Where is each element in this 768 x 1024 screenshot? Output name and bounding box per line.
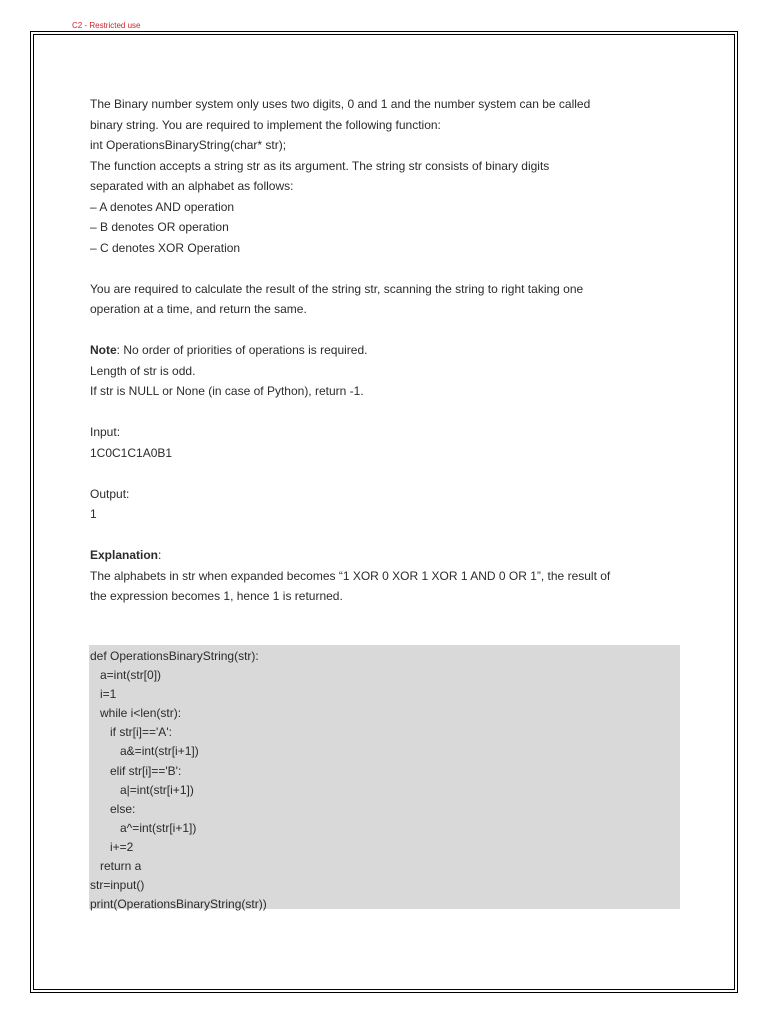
- operation-a: – A denotes AND operation: [90, 199, 235, 214]
- spacer: [90, 525, 680, 546]
- problem-text: [90, 94, 680, 607]
- code-line: else:: [90, 801, 136, 816]
- code-line: print(OperationsBinaryString(str)): [90, 897, 267, 912]
- explanation-colon: :: [158, 548, 162, 562]
- explanation-heading: [90, 545, 680, 566]
- code-line: return a: [90, 859, 142, 874]
- code-line: a&=int(str[i+1]): [90, 744, 199, 759]
- operation-b: – B denotes OR operation: [90, 220, 229, 234]
- code-line: str=input(): [90, 878, 145, 893]
- explanation-line: the expression becomes 1, hence 1 is returned.: [90, 589, 343, 603]
- intro-line: separated with an alphabet as follows:: [90, 179, 294, 193]
- operation-c: – C denotes XOR Operation: [90, 240, 241, 255]
- code-line: i+=2: [90, 839, 134, 854]
- explanation-label: Explanation: [90, 548, 159, 562]
- code-line: a^=int(str[i+1]): [90, 820, 197, 835]
- code-line: a|=int(str[i+1]): [90, 782, 194, 797]
- function-signature: int OperationsBinaryString(char* str);: [90, 138, 287, 152]
- code-line: a=int(str[0]): [90, 668, 162, 683]
- spacer: [90, 258, 680, 279]
- note-label: Note: [90, 343, 117, 357]
- code-line: elif str[i]=='B':: [90, 763, 182, 778]
- output-value: 1: [90, 507, 97, 521]
- spacer: [90, 320, 680, 341]
- intro-line: The Binary number system only uses two digits, 0 and 1 and the number system can be called: [90, 97, 591, 111]
- note-text: : No order of priorities of operations is required.: [116, 343, 368, 357]
- task-line: operation at a time, and return the same.: [90, 302, 307, 316]
- code-block: [89, 645, 680, 912]
- intro-line: binary string. You are required to implement the following function:: [90, 117, 441, 132]
- explanation-line: The alphabets in str when expanded becomes “1 XOR 0 XOR 1 XOR 1 AND 0 OR 1”, the result of: [90, 568, 611, 583]
- note-line: Length of str is odd.: [90, 363, 196, 378]
- code-line: def OperationsBinaryString(str):: [90, 649, 259, 663]
- note-line: [90, 340, 680, 361]
- code-line: if str[i]=='A':: [90, 725, 172, 740]
- note-line: If str is NULL or None (in case of Python), return -1.: [90, 384, 364, 398]
- code-line: while i<len(str):: [90, 706, 182, 721]
- classification-label: C2 - Restricted use: [72, 21, 141, 30]
- output-label: Output:: [90, 486, 130, 501]
- code-line: i=1: [90, 687, 117, 702]
- input-value: 1C0C1C1A0B1: [90, 445, 173, 460]
- spacer: [90, 402, 680, 423]
- task-line: You are required to calculate the result of the string str, scanning the string to right taking one: [90, 281, 584, 296]
- input-label: Input:: [90, 425, 121, 439]
- spacer: [90, 463, 680, 484]
- intro-line: The function accepts a string str as its argument. The string str consists of binary digits: [90, 158, 550, 173]
